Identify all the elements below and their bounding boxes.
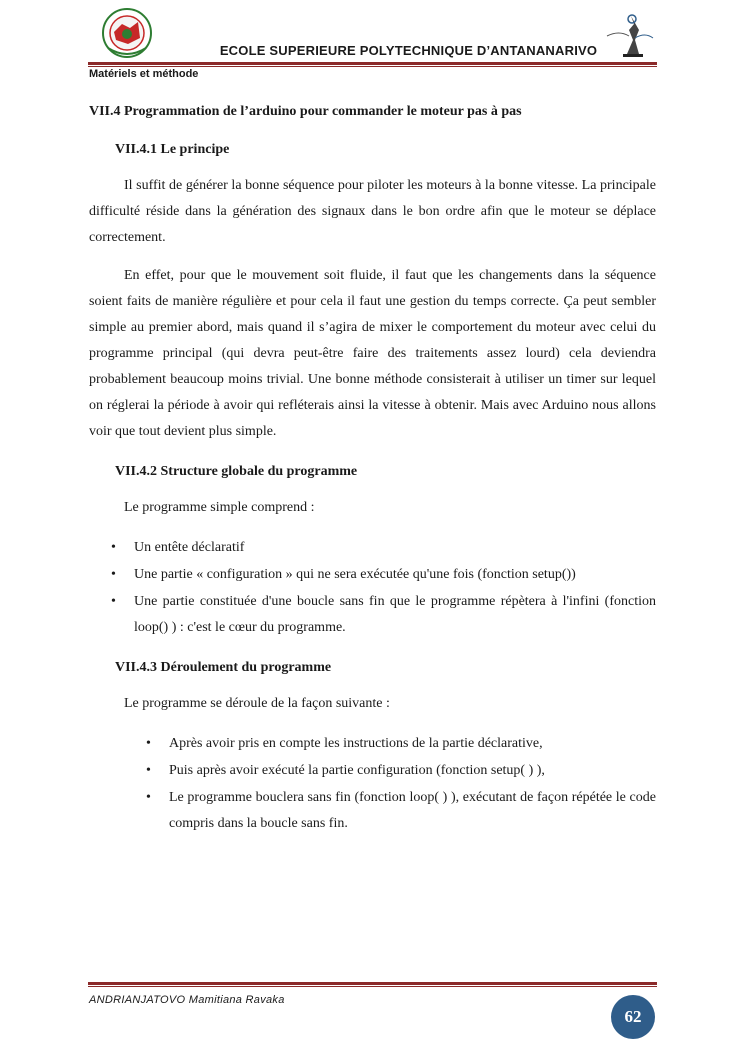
paragraph: En effet, pour que le mouvement soit fluide, il faut que les changements dans la séquence soient faits de manière régulière et pour cela il faut une gestion du temps correcte. Ça peut sembler simple au premier abord, mais quand il s’agira de mixer le comportement du moteur avec celui du programme principal (qui devra peut-être faire des traitements assez lourd) cela deviendra probablement beaucoup moins trivial. Une bonne méthode consisterait à utiliser un timer sur lequel on réglerai la période à avoir qui refléterais ainsi la vitesse à obtenir. Mais avec Arduino nous allons voir que tout devient plus simple. [89,268,656,439]
subsection-heading-structure: VII.4.2 Structure globale du programme [115,464,358,479]
department-logo-icon [603,10,655,60]
header-rule-thin [88,66,657,67]
header-rule [88,62,657,65]
section-label: Matériels et méthode [89,68,199,80]
list-item: • Une partie « configuration » qui ne sera exécutée qu'une fois (fonction setup()) [89,562,656,588]
subsection-heading-deroulement: VII.4.3 Déroulement du programme [115,660,332,675]
list-item: • Puis après avoir exécuté la partie configuration (fonction setup( ) ), [89,758,656,784]
list-item: • Un entête déclaratif [89,535,656,561]
author-name: ANDRIANJATOVO Mamitiana Ravaka [89,994,285,1006]
list-item: • Le programme bouclera sans fin (fonction loop( ) ), exécutant de façon répétée le code compris dans la boucle sans fin. [89,785,656,837]
page-content [89,101,656,838]
paragraph: Le programme simple comprend : [124,500,315,515]
subsection-heading-principe: VII.4.1 Le principe [115,142,230,157]
school-name: ECOLE SUPERIEURE POLYTECHNIQUE D’ANTANANARIVO [219,43,598,58]
footer-rule-thin [88,986,657,987]
page-number-badge: 62 [611,995,655,1039]
paragraph: Il suffit de générer la bonne séquence pour piloter les moteurs à la bonne vitesse. La principale difficulté réside dans la génération des signaux dans le bon ordre afin que le moteur se déplace correctement. [89,178,656,245]
section-title: VII.4 Programmation de l’arduino pour commander le moteur pas à pas [89,104,522,119]
paragraph: Le programme se déroule de la façon suivante : [124,696,390,711]
footer-rule [88,982,657,985]
bullet-list [89,731,656,837]
list-item: • Une partie constituée d'une boucle sans fin que le programme répètera à l'infini (fonction loop() ) : c'est le cœur du programme. [89,589,656,641]
bullet-list [89,535,656,641]
list-item: • Après avoir pris en compte les instructions de la partie déclarative, [89,731,656,757]
